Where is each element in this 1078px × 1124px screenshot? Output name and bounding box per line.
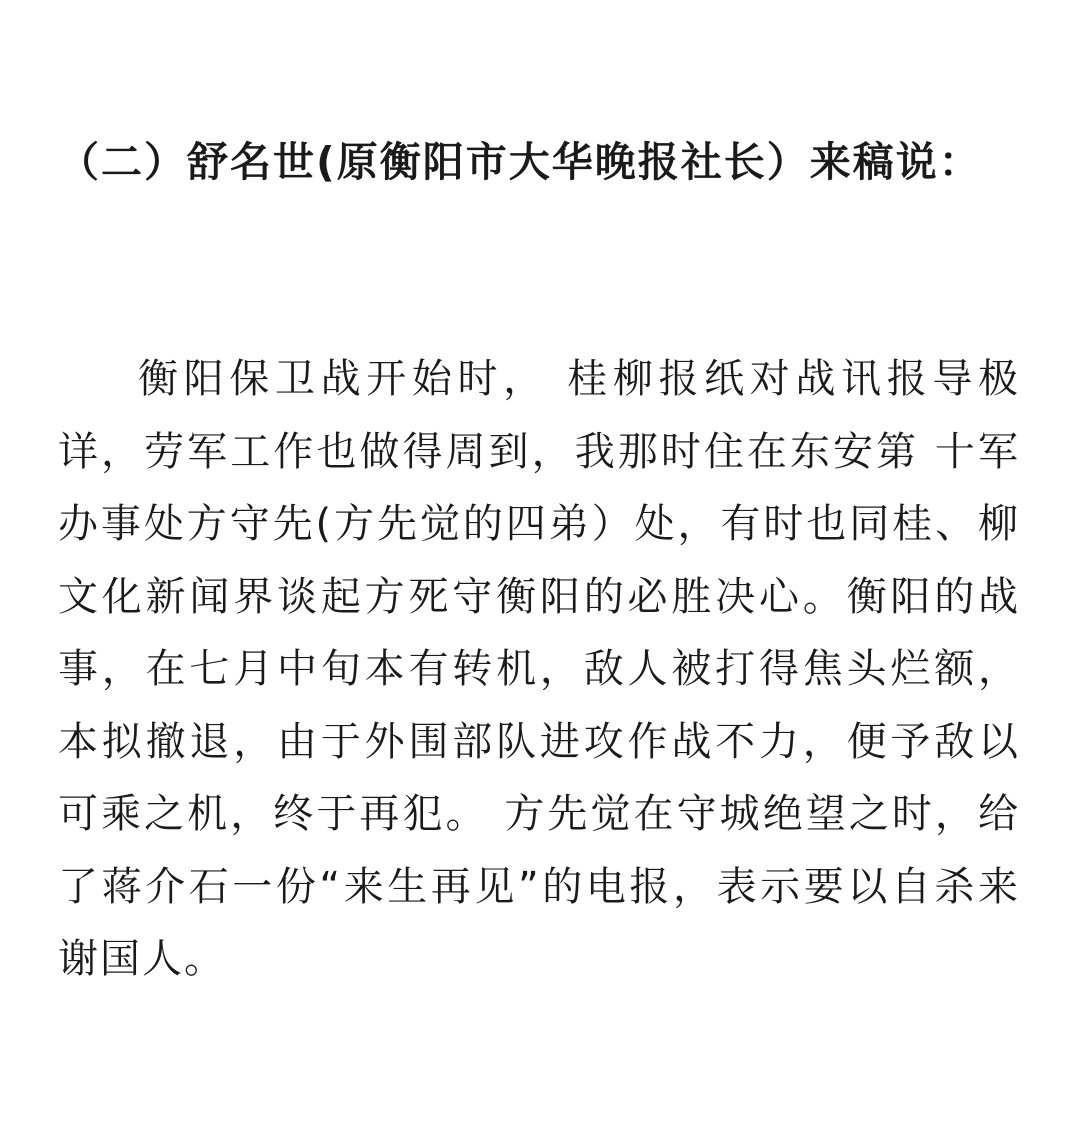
article-body-paragraph: 衡阳保卫战开始时， 桂柳报纸对战讯报导极详，劳军工作也做得周到，我那时住在东安第 十军办事处方守先(方先觉的四弟）处，有时也同桂、柳文化新闻界谈起方死守衡阳的必胜决心。衡阳的战事，在七月中旬本有转机，敌人被打得焦头烂额，本拟撤退，由于外围部队进攻作战不力，便予敌以可乘之机，终于再犯。 方先觉在守城绝望之时，给了蒋介石一份“来生再见”的电报，表示要以自杀来谢国人。: [58, 356, 1020, 982]
article-heading: （二）舒名世(原衡阳市大华晚报社长）来稿说：: [58, 138, 982, 186]
